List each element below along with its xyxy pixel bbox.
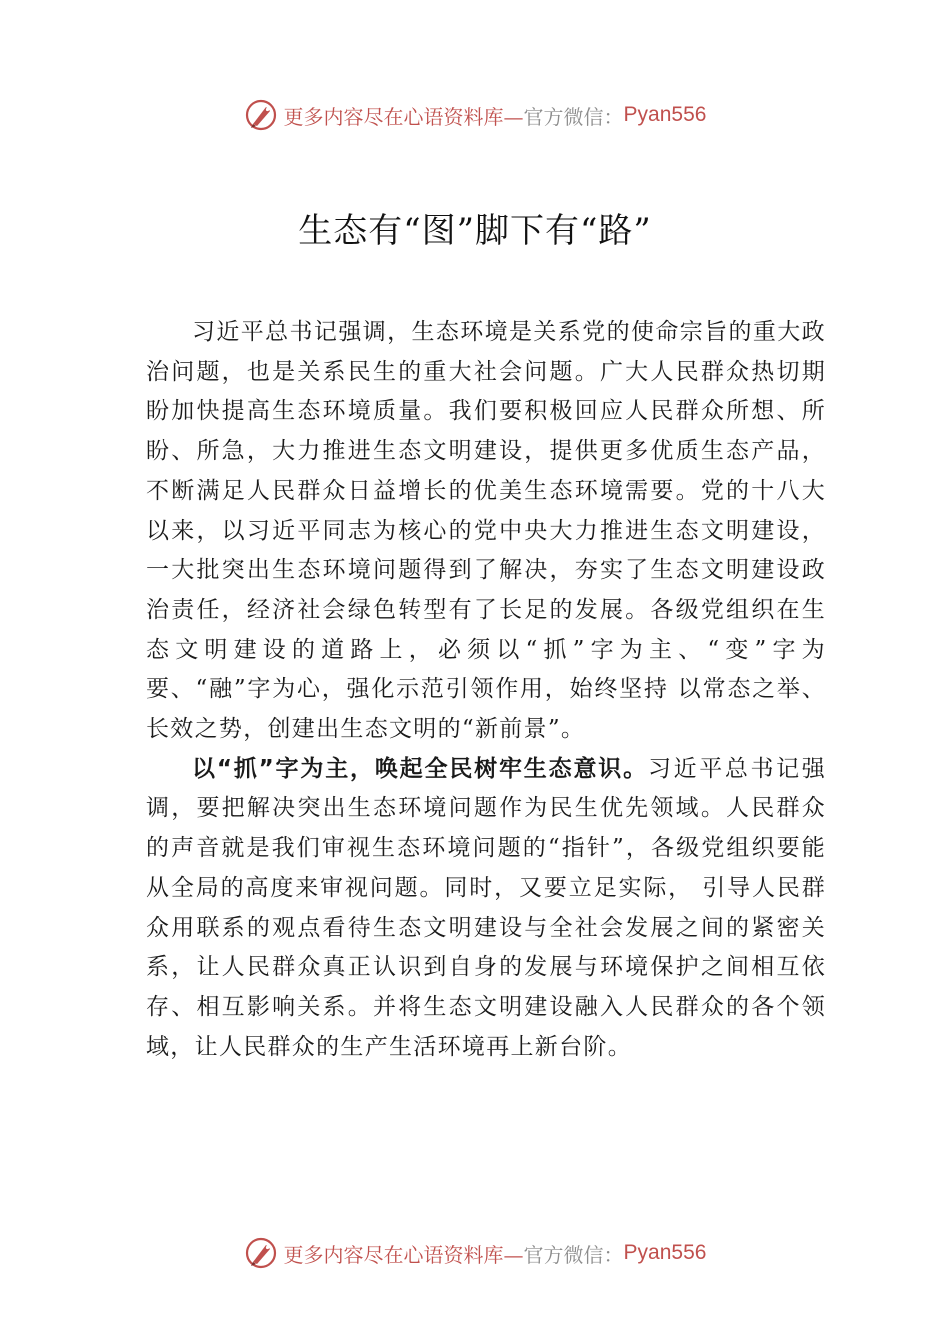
pen-nib-logo-icon xyxy=(244,1236,278,1270)
footer-banner xyxy=(0,1233,950,1273)
footer-banner-text: 更多内容尽在心语资料库— xyxy=(283,1242,524,1267)
header-banner xyxy=(0,95,950,135)
footer-banner-wechat-id: Pyan556 xyxy=(623,1241,707,1264)
paragraph-2 xyxy=(146,750,826,1068)
header-banner-wechat-label: 官方微信： xyxy=(523,104,624,129)
document-body xyxy=(146,313,826,1067)
header-banner-wechat-id: Pyan556 xyxy=(623,103,707,126)
paragraph-1-text: 习近平总书记强调，生态环境是关系党的使命宗旨的重大政治问题，也是关系民生的重大社会问题。广大人民群众热切期盼加快提高生态环境质量。我们要积极回应人民群众所想、所盼、所急，大力推进生态文明建设，提供更多优质生态产品，不断满足人民群众日益增长的优美生态环境需要。党的十八大以来，以习近平同志为核心的党中央大力推进生态文明建设，一大批突出生态环境问题得到了解决，夯实了生态文明建设政治责任，经济社会绿色转型有了长足的发展。各级党组织在生态文明建设的道路上，必须以“抓”字为主、“变”字为要、“融”字为心，强化示范引领作用，始终坚持 以常态之举、长效之势，创建出生态文明的“新前景”。 xyxy=(146,319,826,743)
paragraph-1 xyxy=(146,313,826,750)
paragraph-2-lead: 以“抓”字为主，唤起全民树牢生态意识。 xyxy=(192,755,648,782)
paragraph-2-text: 习近平总书记强调，要把解决突出生态环境问题作为民生优先领域。人民群众的声音就是我们审视生态环境问题的“指针”，各级党组织要能从全局的高度来审视问题。同时，又要立足实际， 引导人民群众用联系的观点看待生态文明建设与全社会发展之间的紧密关系，让人民群众真正认识到自身的发展与环境保护之间相互依存、相互影响关系。并将生态文明建设融入人民群众的各个领域，让人民群众的生产生活环境再上新台阶。 xyxy=(146,755,826,1060)
header-banner-text: 更多内容尽在心语资料库— xyxy=(283,104,524,129)
pen-nib-logo-icon xyxy=(244,98,278,132)
document-title: 生态有“图”脚下有“路” xyxy=(298,211,652,251)
footer-banner-wechat-label: 官方微信： xyxy=(523,1242,624,1267)
